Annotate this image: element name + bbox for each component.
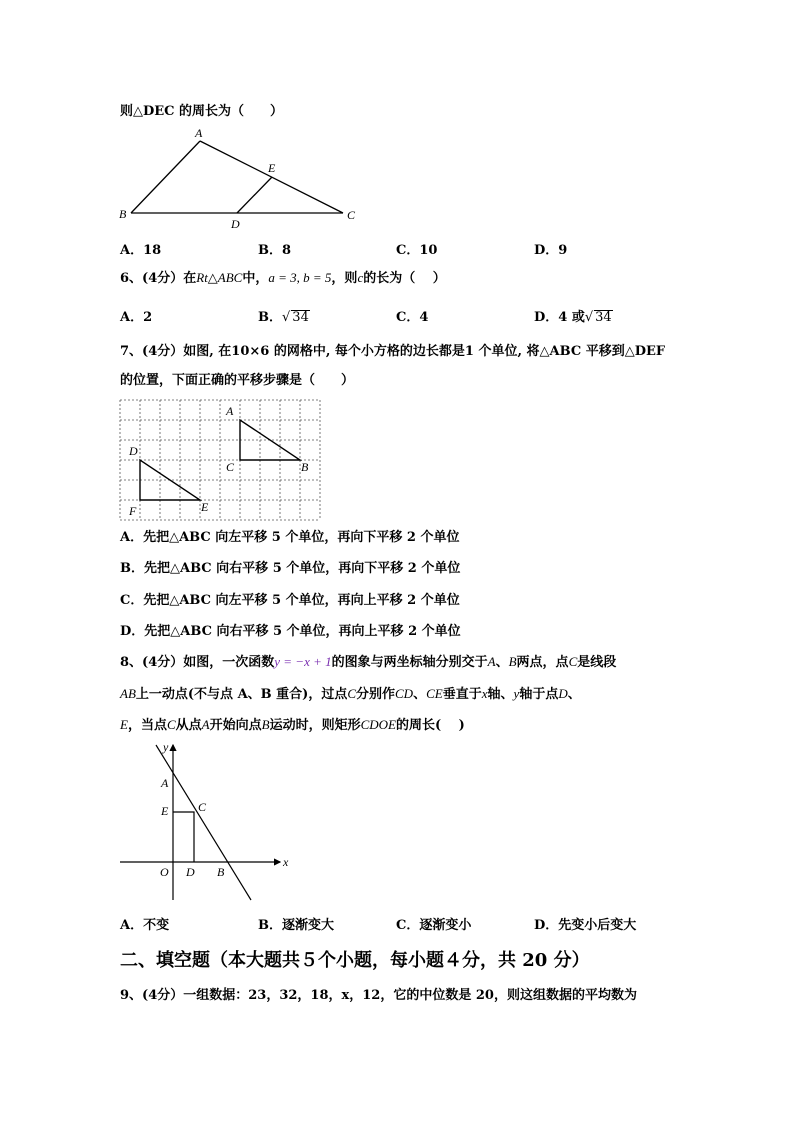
q6-option-b-radicand: 34	[292, 310, 309, 325]
q5-option-c: C．10	[396, 243, 438, 258]
q8-stem-line2: AB上一动点(不与点 A、B 重合)，过点C分别作CD、CE垂直于x轴、y轴于点D、	[120, 686, 581, 702]
q7-label-d: D	[129, 444, 138, 458]
q5-stem: 则△DEC 的周长为（ ）	[120, 104, 284, 119]
q8-option-d: D．先变小后变大	[534, 918, 637, 933]
q8-equation: y = −x + 1	[274, 654, 332, 669]
q5-label-e: E	[268, 161, 276, 175]
q8-line-y-eq-neg-x-plus-1	[156, 745, 251, 900]
q6-option-c: C．4	[396, 310, 429, 325]
q5-option-d: D．9	[534, 243, 568, 258]
q8-label-x: x	[283, 855, 289, 869]
q6-option-d-radicand: 34	[595, 310, 612, 325]
q8-option-a: A．不变	[120, 918, 170, 933]
q6-option-a: A．2	[120, 310, 153, 325]
q8-option-c: C．逐渐变小	[396, 918, 472, 933]
section-2-heading: 二、填空题（本大题共５个小题，每小题４分，共 20 分）	[120, 950, 590, 971]
q5-label-d: D	[231, 217, 240, 231]
q8-stem-line1: 8、(4分）如图，一次函数y = −x + 1的图象与两坐标轴分别交于A、B两点，点C是线段	[120, 654, 617, 670]
q8-label-y: y	[163, 740, 169, 754]
q5-label-b: B	[119, 207, 127, 221]
q8-label-d: D	[186, 865, 195, 879]
q6-option-d: D．4 或√ 34	[534, 310, 612, 325]
q7-label-e: E	[201, 500, 209, 514]
q6-equation: a = 3, b = 5	[268, 270, 332, 285]
q7-label-b: B	[301, 460, 309, 474]
q8-option-b: B．逐渐变大	[258, 918, 334, 933]
q8-rectangle-cdoe	[173, 812, 194, 862]
q8-stem-line3: E，当点C从点A开始向点B运动时，则矩形CDOE的周长( )	[120, 717, 465, 733]
q7-option-d: D．先把△ABC 向右平移 5 个单位，再向上平移 2 个单位	[120, 624, 461, 639]
q6-rt-abc: Rt△ABC	[196, 270, 243, 285]
q7-option-c: C．先把△ABC 向左平移 5 个单位，再向上平移 2 个单位	[120, 593, 460, 608]
q7-option-a: A．先把△ABC 向左平移 5 个单位，再向下平移 2 个单位	[120, 530, 460, 545]
q6-stem: 6、(4分）在Rt△ABC中，a = 3, b = 5，则c的长为（ ）	[120, 270, 446, 286]
q8-label-b: B	[217, 865, 225, 879]
q7-option-b: B．先把△ABC 向右平移 5 个单位，再向下平移 2 个单位	[120, 561, 461, 576]
q8-label-o: O	[160, 865, 169, 879]
q7-stem-line1: 7、(4分）如图, 在10×6 的网格中, 每个小方格的边长都是1 个单位, 将△ABC 平移到△DEF	[120, 344, 666, 359]
q9-stem: 9、(4分）一组数据：23，32，18，x，12，它的中位数是 20，则这组数据的平均数为	[120, 988, 637, 1003]
q7-label-f: F	[129, 504, 137, 518]
q5-option-a: A．18	[120, 243, 162, 258]
q7-stem-line2: 的位置，下面正确的平移步骤是（ ）	[120, 373, 355, 388]
q5-option-b: B．8	[258, 243, 292, 258]
q5-label-c: C	[347, 208, 356, 222]
q7-label-a: A	[226, 404, 234, 418]
q7-label-c: C	[226, 460, 235, 474]
q5-label-a: A	[195, 126, 203, 140]
q8-label-e: E	[161, 804, 169, 818]
q8-label-c: C	[198, 800, 207, 814]
q8-label-a: A	[161, 776, 169, 790]
q6-option-b: B．√ 34	[258, 310, 309, 325]
